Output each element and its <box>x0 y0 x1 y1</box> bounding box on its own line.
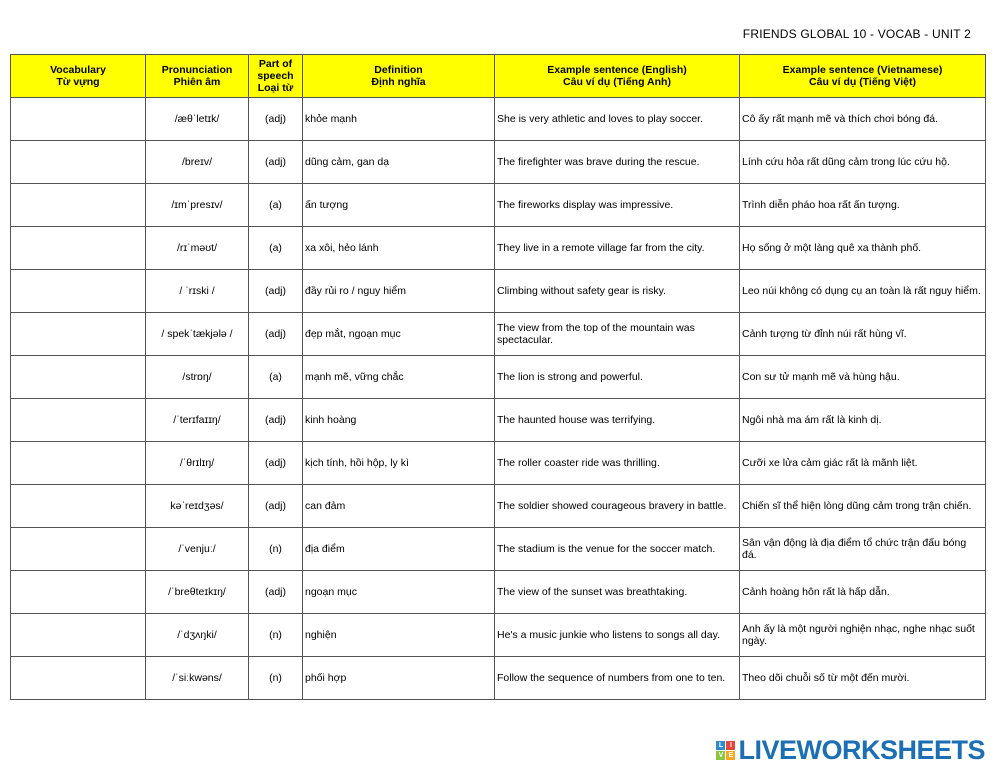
logo-text: LIVEWORKSHEETS <box>738 735 985 765</box>
definition-cell: kinh hoàng <box>303 399 495 442</box>
table-row <box>11 614 986 657</box>
example-english-cell: The lion is strong and powerful. <box>495 356 740 399</box>
example-english-cell: The soldier showed courageous bravery in battle. <box>495 485 740 528</box>
part-of-speech-cell: (adj) <box>249 313 303 356</box>
header-pronunciation: Pronunciation Phiên âm <box>146 55 249 98</box>
example-vietnamese-cell: Trình diễn pháo hoa rất ấn tượng. <box>740 184 986 227</box>
table-header-row <box>11 55 986 98</box>
example-vietnamese-cell: Cảnh hoàng hôn rất là hấp dẫn. <box>740 571 986 614</box>
vocabulary-input-cell[interactable] <box>11 528 146 571</box>
example-english-cell: The stadium is the venue for the soccer match. <box>495 528 740 571</box>
example-vietnamese-cell: Leo núi không có dụng cụ an toàn là rất nguy hiểm. <box>740 270 986 313</box>
example-vietnamese-cell: Lính cứu hỏa rất dũng cảm trong lúc cứu hộ. <box>740 141 986 184</box>
part-of-speech-cell: (adj) <box>249 442 303 485</box>
table-row <box>11 184 986 227</box>
table-row <box>11 657 986 700</box>
header-example-vietnamese: Example sentence (Vietnamese) Câu ví dụ (Tiếng Việt) <box>740 55 986 98</box>
example-english-cell: The view from the top of the mountain was spectacular. <box>495 313 740 356</box>
vocabulary-input-cell[interactable] <box>11 399 146 442</box>
example-vietnamese-cell: Cô ấy rất mạnh mẽ và thích chơi bóng đá. <box>740 98 986 141</box>
example-english-cell: They live in a remote village far from the city. <box>495 227 740 270</box>
definition-cell: nghiện <box>303 614 495 657</box>
table-row <box>11 356 986 399</box>
example-english-cell: The fireworks display was impressive. <box>495 184 740 227</box>
definition-cell: can đảm <box>303 485 495 528</box>
part-of-speech-cell: (a) <box>249 184 303 227</box>
header-example-english: Example sentence (English) Câu ví dụ (Tiếng Anh) <box>495 55 740 98</box>
vocabulary-input-cell[interactable] <box>11 442 146 485</box>
vocabulary-input-cell[interactable] <box>11 356 146 399</box>
header-definition: Definition Định nghĩa <box>303 55 495 98</box>
pronunciation-cell: /ˈbreθteɪkɪŋ/ <box>146 571 249 614</box>
table-row <box>11 485 986 528</box>
table-row <box>11 270 986 313</box>
vocabulary-table <box>10 54 986 700</box>
part-of-speech-cell: (n) <box>249 528 303 571</box>
part-of-speech-cell: (adj) <box>249 485 303 528</box>
vocabulary-input-cell[interactable] <box>11 227 146 270</box>
header-part-of-speech: Part of speech Loại từ <box>249 55 303 98</box>
definition-cell: khỏe mạnh <box>303 98 495 141</box>
example-vietnamese-cell: Cảnh tượng từ đỉnh núi rất hùng vĩ. <box>740 313 986 356</box>
definition-cell: ấn tượng <box>303 184 495 227</box>
example-english-cell: The roller coaster ride was thrilling. <box>495 442 740 485</box>
table-row <box>11 528 986 571</box>
definition-cell: địa điểm <box>303 528 495 571</box>
vocabulary-table-body <box>11 98 986 700</box>
pronunciation-cell: /ˈterɪfaɪɪŋ/ <box>146 399 249 442</box>
example-english-cell: He's a music junkie who listens to songs all day. <box>495 614 740 657</box>
table-row <box>11 399 986 442</box>
vocabulary-input-cell[interactable] <box>11 571 146 614</box>
example-english-cell: The view of the sunset was breathtaking. <box>495 571 740 614</box>
liveworksheets-logo-icon: L I V E <box>716 741 735 760</box>
part-of-speech-cell: (adj) <box>249 270 303 313</box>
pronunciation-cell: / ˈrɪski / <box>146 270 249 313</box>
definition-cell: xa xôi, hẻo lánh <box>303 227 495 270</box>
table-row <box>11 571 986 614</box>
pronunciation-cell: / spekˈtækjələ / <box>146 313 249 356</box>
table-row <box>11 227 986 270</box>
vocabulary-input-cell[interactable] <box>11 485 146 528</box>
pronunciation-cell: /breɪv/ <box>146 141 249 184</box>
header-vocabulary: Vocabulary Từ vựng <box>11 55 146 98</box>
example-english-cell: Follow the sequence of numbers from one to ten. <box>495 657 740 700</box>
liveworksheets-logo <box>716 735 985 766</box>
pronunciation-cell: /ˈθrɪlɪŋ/ <box>146 442 249 485</box>
example-english-cell: The haunted house was terrifying. <box>495 399 740 442</box>
part-of-speech-cell: (n) <box>249 657 303 700</box>
definition-cell: ngoạn mục <box>303 571 495 614</box>
table-row <box>11 442 986 485</box>
vocabulary-input-cell[interactable] <box>11 184 146 227</box>
example-vietnamese-cell: Anh ấy là một người nghiện nhạc, nghe nhạc suốt ngày. <box>740 614 986 657</box>
example-english-cell: Climbing without safety gear is risky. <box>495 270 740 313</box>
part-of-speech-cell: (adj) <box>249 399 303 442</box>
part-of-speech-cell: (adj) <box>249 98 303 141</box>
vocabulary-input-cell[interactable] <box>11 614 146 657</box>
pronunciation-cell: /ɪmˈpresɪv/ <box>146 184 249 227</box>
vocabulary-input-cell[interactable] <box>11 98 146 141</box>
part-of-speech-cell: (adj) <box>249 571 303 614</box>
pronunciation-cell: kəˈreɪdʒəs/ <box>146 485 249 528</box>
example-vietnamese-cell: Con sư tử mạnh mẽ và hùng hậu. <box>740 356 986 399</box>
pronunciation-cell: /ˈdʒʌŋki/ <box>146 614 249 657</box>
example-english-cell: The firefighter was brave during the rescue. <box>495 141 740 184</box>
definition-cell: đẹp mắt, ngoạn mục <box>303 313 495 356</box>
example-english-cell: She is very athletic and loves to play soccer. <box>495 98 740 141</box>
pronunciation-cell: /ˈvenjuː/ <box>146 528 249 571</box>
table-row <box>11 141 986 184</box>
definition-cell: dũng cảm, gan dạ <box>303 141 495 184</box>
table-row <box>11 98 986 141</box>
definition-cell: mạnh mẽ, vững chắc <box>303 356 495 399</box>
pronunciation-cell: /æθˈletɪk/ <box>146 98 249 141</box>
document-title: FRIENDS GLOBAL 10 - VOCAB - UNIT 2 <box>742 27 971 41</box>
part-of-speech-cell: (a) <box>249 227 303 270</box>
vocabulary-input-cell[interactable] <box>11 313 146 356</box>
vocabulary-input-cell[interactable] <box>11 270 146 313</box>
pronunciation-cell: /ˈsiːkwəns/ <box>146 657 249 700</box>
example-vietnamese-cell: Ngôi nhà ma ám rất là kinh dị. <box>740 399 986 442</box>
vocabulary-input-cell[interactable] <box>11 657 146 700</box>
definition-cell: phối hợp <box>303 657 495 700</box>
table-row <box>11 313 986 356</box>
pronunciation-cell: /strɒŋ/ <box>146 356 249 399</box>
part-of-speech-cell: (adj) <box>249 141 303 184</box>
definition-cell: kịch tính, hồi hộp, ly kì <box>303 442 495 485</box>
example-vietnamese-cell: Họ sống ở một làng quê xa thành phố. <box>740 227 986 270</box>
example-vietnamese-cell: Sân vận động là địa điểm tổ chức trận đấu bóng đá. <box>740 528 986 571</box>
definition-cell: đầy rủi ro / nguy hiểm <box>303 270 495 313</box>
pronunciation-cell: /rɪˈməʊt/ <box>146 227 249 270</box>
example-vietnamese-cell: Chiến sĩ thể hiện lòng dũng cảm trong trận chiến. <box>740 485 986 528</box>
example-vietnamese-cell: Cưỡi xe lửa cảm giác rất là mãnh liệt. <box>740 442 986 485</box>
example-vietnamese-cell: Theo dõi chuỗi số từ một đến mười. <box>740 657 986 700</box>
vocabulary-input-cell[interactable] <box>11 141 146 184</box>
part-of-speech-cell: (n) <box>249 614 303 657</box>
part-of-speech-cell: (a) <box>249 356 303 399</box>
